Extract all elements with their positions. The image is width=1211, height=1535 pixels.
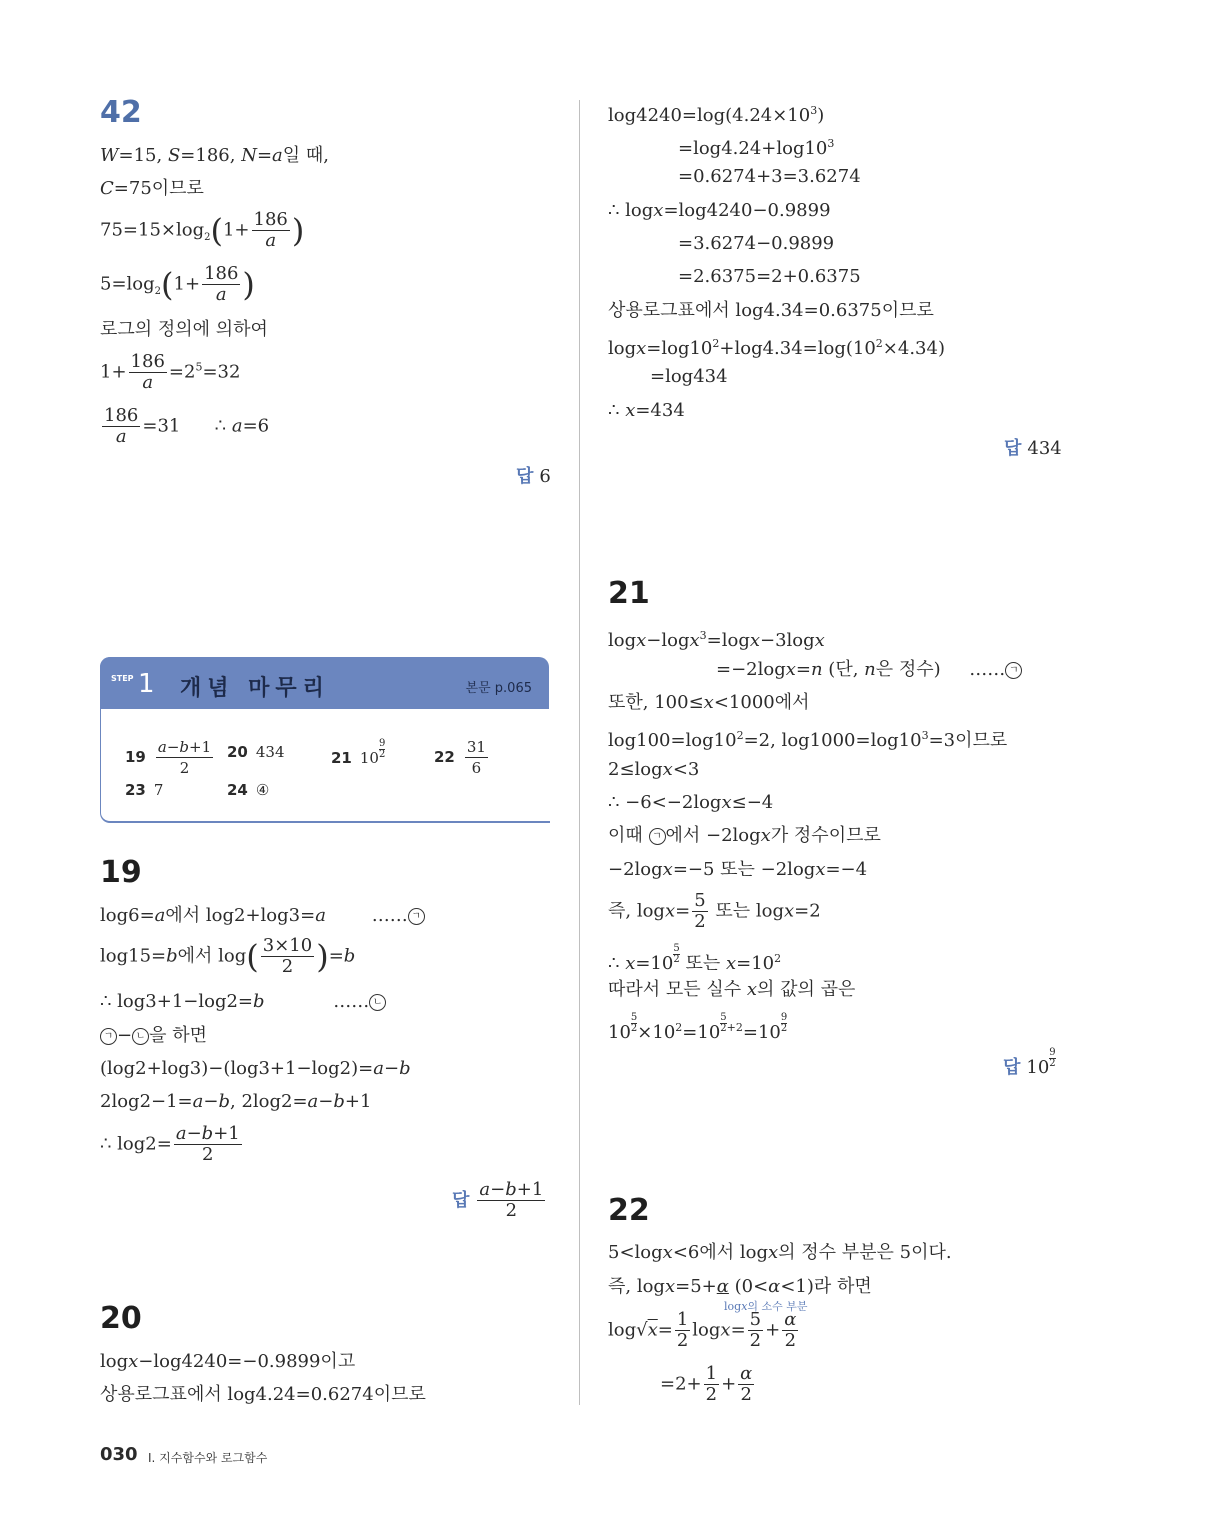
solution-line: 1+ $\frac{186}{a}$ $=2^5=32$ (100, 351, 241, 393)
solution-line: =−2logx=n (단, n은 정수) …… ㄱ (716, 658, 1022, 682)
solution-line: $75=15\times\log_2(1+$ $\frac{186}{a}$ ) (100, 209, 305, 251)
solution-line: log15=b에서 log( $\frac{3\times 10}{2}$ )=b (100, 935, 356, 977)
solution-line: C=75이므로 (100, 178, 204, 199)
solution-line: log6=a에서 log2+log3=a …… ㄱ (100, 904, 425, 928)
solution-line: 이때 ㄱ 에서 −2logx가 정수이므로 (608, 825, 881, 846)
column-divider (579, 100, 580, 1405)
solution-line: 2log2−1=a−b, 2log2=a−b+1 (100, 1091, 372, 1112)
solution-line: ∴ logx=log4240−0.9899 (608, 200, 831, 221)
answer-42: 답 6 (516, 466, 551, 487)
problem-number-42: 42 (100, 95, 142, 130)
solution-line: 즉, logx= $\frac{5}{2}$ 또는 logx=2 (608, 890, 821, 932)
solution-line: =2.6375=2+0.6375 (678, 266, 861, 287)
step-answer-19: 19 $\frac{a-b+1}{2}$ (125, 738, 212, 777)
solution-line: ∴ −6<−2logx≤−4 (608, 792, 774, 813)
solution-line: =0.6274+3=3.6274 (678, 166, 861, 187)
page-number: 030 (100, 1444, 138, 1465)
step-label: STEP (111, 674, 134, 683)
solution-line: 즉, logx=5+α (0<α<1)라 하면 (608, 1276, 872, 1297)
step-answer-21: 21 10 $\frac{9}{2}$ (331, 738, 386, 767)
problem-number-20: 20 (100, 1301, 142, 1336)
answer-19: 답 $\frac{a-b+1}{2}$ (452, 1179, 544, 1221)
step-title: 개념 마무리 (180, 676, 330, 701)
solution-line: =log434 (650, 366, 728, 387)
solution-line: logx−log4240=−0.9899이고 (100, 1351, 356, 1372)
step-page-ref: 본문 p.065 (465, 681, 532, 696)
solution-line: 상용로그표에서 log4.24=0.6274이므로 (100, 1384, 426, 1405)
solution-line: $\log 4240=\log(4.24\times 10^3)$ (608, 104, 825, 126)
problem-number-19: 19 (100, 855, 142, 890)
step-answer-20: 20 434 (227, 743, 285, 761)
step-number: 1 (138, 669, 155, 699)
step-summary-box (100, 657, 550, 823)
solution-line: ∴ log2= $\frac{a-b+1}{2}$ (100, 1123, 240, 1165)
solution-line: $\frac{186}{a}$ =31 ∴ a=6 (104, 405, 270, 447)
solution-line: ㄱ − ㄴ 을 하면 (100, 1024, 207, 1048)
problem-number-22: 22 (608, 1193, 650, 1228)
solution-line: $5=\log_2(1+$ $\frac{186}{a}$ ) (100, 263, 255, 305)
solution-line: logx−logx$^3$=logx−3logx (608, 629, 825, 651)
solution-line: (log2+log3)−(log3+1−log2)=a−b (100, 1058, 411, 1079)
solution-line: ∴ x=10 $\frac{5}{2}$ 또는 $x=10^2$ (608, 943, 782, 974)
solution-line: W=15, S=186, N=a일 때, (100, 145, 329, 166)
solution-line: log√x= $\frac{1}{2}$ logx= $\frac{5}{2}$ + $\frac{\alpha}{2}$ (608, 1309, 797, 1351)
answer-20: 답 434 (1004, 438, 1062, 459)
solution-line: ∴ x=434 (608, 400, 685, 421)
solution-line: =2+ $\frac{1}{2}$ + $\frac{\alpha}{2}$ (660, 1363, 753, 1405)
step-answer-22: 22 $\frac{31}{6}$ (434, 738, 486, 777)
problem-number-21: 21 (608, 576, 650, 611)
solution-line: 2≤logx<3 (608, 759, 700, 780)
solution-line: 로그의 정의에 의하여 (100, 319, 268, 340)
step-body (100, 709, 550, 823)
solution-line: 따라서 모든 실수 x의 값의 곱은 (608, 979, 856, 1000)
answer-21: 답 10 $\frac{9}{2}$ (1003, 1047, 1056, 1078)
solution-line: $\log x=\log 10^2+\log 4.34=\log(10^2\times 4.34)$ (608, 337, 945, 359)
solution-line: $=\log 4.24+\log 10^3$ (678, 137, 835, 159)
solution-line: ∴ log3+1−log2=b …… ㄴ (100, 990, 386, 1014)
section-title: I. 지수함수와 로그함수 (148, 1451, 268, 1465)
step-answer-24: 24 ④ (227, 781, 270, 799)
solution-line: $\log 100=\log 10^2=2$, $\log 1000=\log 10^3=3$이므로 (608, 729, 1008, 751)
solution-line: 상용로그표에서 log4.34=0.6375이므로 (608, 300, 934, 321)
solution-line: 10 $\frac{5}{2}$ $\times 10^2=10$ $\frac{5}{2}$ $^{+2}$=10 $\frac{9}{2}$ (608, 1012, 788, 1043)
solution-line: −2logx=−5 또는 −2logx=−4 (608, 859, 868, 880)
step-answer-23: 23 7 (125, 781, 164, 799)
solution-line: =3.6274−0.9899 (678, 233, 835, 254)
solution-line: 또한, 100≤x<1000에서 (608, 692, 810, 713)
annotation-note: logx의 소수 부분 (724, 1300, 808, 1313)
solution-line: 5<logx<6에서 logx의 정수 부분은 5이다. (608, 1242, 952, 1263)
